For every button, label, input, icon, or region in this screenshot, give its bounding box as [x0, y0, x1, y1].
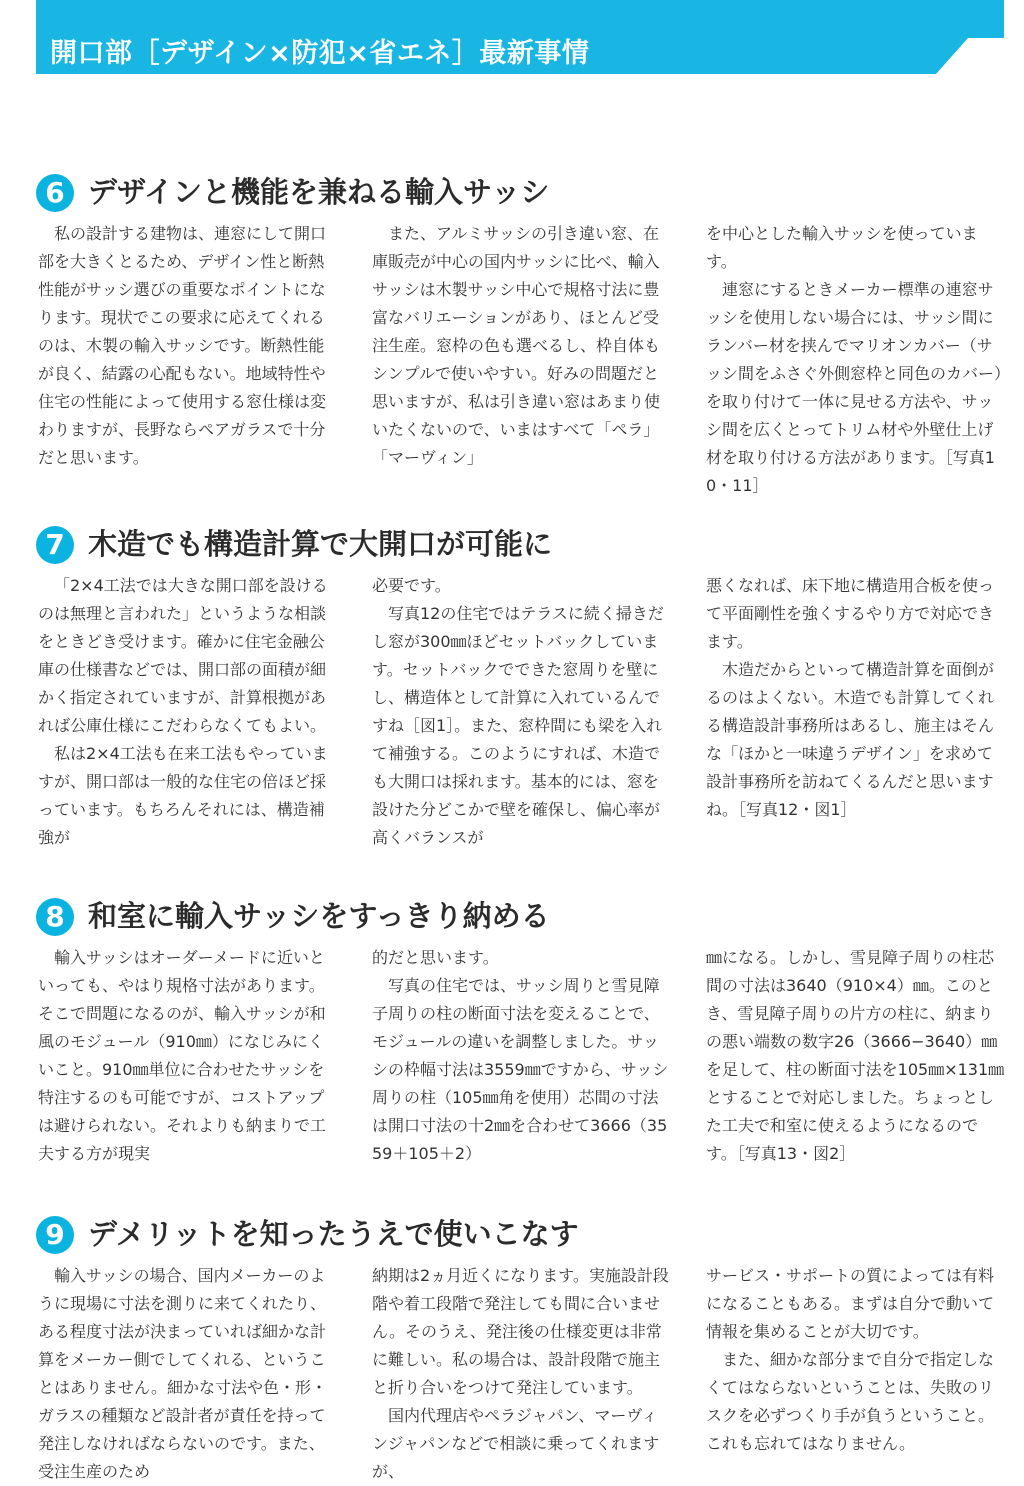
section-number-badge: 7	[36, 526, 74, 564]
column-1	[38, 944, 338, 1168]
column-3	[706, 1262, 1006, 1458]
section-title: 木造でも構造計算で大開口が可能に	[88, 527, 553, 561]
paragraph: 木造だからといって構造計算を面倒がるのはよくない。木造でも計算してくれる構造設計事務所はあるし、施主はそんな「ほかと一味違うデザイン」を求めて設計事務所を訪ねてくるんだと思いますね。［写真12・図1］	[706, 660, 995, 819]
page-header	[36, 0, 1004, 74]
section-number-badge: 6	[36, 174, 74, 212]
paragraph: また、アルミサッシの引き違い窓、在庫販売が中心の国内サッシに比べ、輸入サッシは木製サッシ中心で規格寸法に豊富なバリエーションがあり、ほとんど受注生産。窓枠の色も選べるし、枠自体もシンプルで使いやすい。好みの問題だと思いますが、私は引き違い窓はあまり使いたくないので、いまはすべて「ペラ」「マーヴィン」	[372, 224, 661, 467]
column-2	[372, 220, 672, 472]
header-title: 開口部［デザイン×防犯×省エネ］最新事情	[50, 38, 590, 69]
column-1	[38, 572, 338, 852]
section-title: デザインと機能を兼ねる輸入サッシ	[88, 175, 550, 209]
section-9	[36, 1210, 1004, 1481]
column-3	[706, 220, 1006, 500]
column-2	[372, 1262, 672, 1486]
paragraph: 私は2×4工法も在来工法もやっていますが、開口部は一般的な住宅の倍ほど採っています。もちろんそれには、構造補強が	[38, 744, 328, 847]
section-heading	[36, 168, 1004, 220]
column-1	[38, 1262, 338, 1486]
paragraph: 輸入サッシの場合、国内メーカーのように現場に寸法を測りに来てくれたり、ある程度寸法が決まっていれば細かな計算をメーカー側でしてくれる、ということはありません。細かな寸法や色・形・ガラスの種類など設計者が責任を持って発注しなければならないのです。また、受注生産のため	[38, 1266, 327, 1481]
paragraph: 写真の住宅では、サッシ周りと雪見障子周りの柱の断面寸法を変えることで、モジュールの違いを調整しました。サッシの枠幅寸法は3559㎜ですから、サッシ周りの柱（105㎜角を使用）芯間の寸法は開口寸法の十2㎜を合わせて3666（3559＋105＋2）	[372, 976, 669, 1163]
column-2	[372, 944, 672, 1168]
section-number-badge: 9	[36, 1216, 74, 1254]
section-8	[36, 892, 1005, 1163]
paragraph: 連窓にするときメーカー標準の連窓サッシを使用しない場合には、サッシ間にランバー材を挟んでマリオンカバー（サッシ間をふさぐ外側窓枠と同色のカバー）を取り付けて一体に見せる方法や、サッシ間を広くとってトリム材や外壁仕上げ材を取り付ける方法があります。［写真10・11］	[706, 280, 1003, 495]
paragraph: 写真12の住宅ではテラスに続く掃きだし窓が300㎜ほどセットバックしています。セットバックでできた窓周りを壁にし、構造体として計算に入れているんですね［図1］。また、窓枠間にも梁を入れて補強する。このようにすれば、木造でも大開口は採れます。基本的には、窓を設けた分どこかで壁を確保し、偏心率が高くバランスが	[372, 604, 664, 847]
paragraph: 私の設計する建物は、連窓にして開口部を大きくとるため、デザイン性と断熱性能がサッシ選びの重要なポイントになります。現状でこの要求に応えてくれるのは、木製の輸入サッシです。断熱性能が良く、結露の心配もない。地域特性や住宅の性能によって使用する窓仕様は変わりますが、長野ならペアガラスで十分だと思います。	[38, 224, 327, 467]
section-7	[36, 520, 1004, 847]
paragraph-continued: 悪くなれば、床下地に構造用合板を使って平面剛性を強くするやり方で対応できます。	[706, 576, 995, 651]
paragraph: 国内代理店やペラジャパン、マーヴィンジャパンなどで相談に乗ってくれますが、	[372, 1406, 660, 1481]
column-3	[706, 944, 1006, 1168]
paragraph-continued: ㎜になる。しかし、雪見障子周りの柱芯間の寸法は3640（910×4）㎜。このとき、雪見障子周りの片方の柱に、納まりの悪い端数の数字26（3666−3640）㎜を足して、柱の断面寸法を105㎜×131㎜とすることで対応しました。ちょっとした工夫で和室に使えるようになるのです。［写真13・図2］	[706, 948, 1005, 1163]
section-title: 和室に輸入サッシをすっきり納める	[88, 899, 550, 933]
section-heading	[36, 1210, 1004, 1262]
paragraph: 「2×4工法では大きな開口部を設けるのは無理と言われた」というような相談をときどき受けます。確かに住宅金融公庫の仕様書などでは、開口部の面積が細かく指定されていますが、計算根拠があれば公庫仕様にこだわらなくてもよい。	[38, 576, 328, 735]
paragraph-continued: 納期は2ヵ月近くになります。実施設計段階や着工段階で発注しても間に合いません。そのうえ、発注後の仕様変更は非常に難しい。私の場合は、設計段階で施主と折り合いをつけて発注しています。	[372, 1266, 669, 1397]
column-3	[706, 572, 1006, 824]
paragraph-continued: サービス・サポートの質によっては有料になることもある。まずは自分で動いて情報を集めることが大切です。	[706, 1266, 995, 1341]
paragraph-continued: を中心とした輸入サッシを使っています。	[706, 224, 978, 271]
section-number-badge: 8	[36, 898, 74, 936]
section-6	[36, 168, 1004, 495]
paragraph: また、細かな部分まで自分で指定しなくてはならないということは、失敗のリスクを必ずつくり手が負うということ。これも忘れてはなりません。	[706, 1350, 995, 1453]
section-heading	[36, 520, 1004, 572]
paragraph-continued: 必要です。	[372, 576, 451, 595]
section-heading	[36, 892, 1004, 944]
column-1	[38, 220, 338, 472]
section-title: デメリットを知ったうえで使いこなす	[88, 1217, 579, 1251]
column-2	[372, 572, 672, 852]
paragraph: 輸入サッシはオーダーメードに近いといっても、やはり規格寸法があります。そこで問題になるのが、輸入サッシが和風のモジュール（910㎜）になじみにくいこと。910㎜単位に合わせたサッシを特注するのも可能ですが、コストアップは避けられない。それよりも納まりで工夫する方が現実	[38, 948, 327, 1163]
paragraph-continued: 的だと思います。	[372, 948, 499, 967]
